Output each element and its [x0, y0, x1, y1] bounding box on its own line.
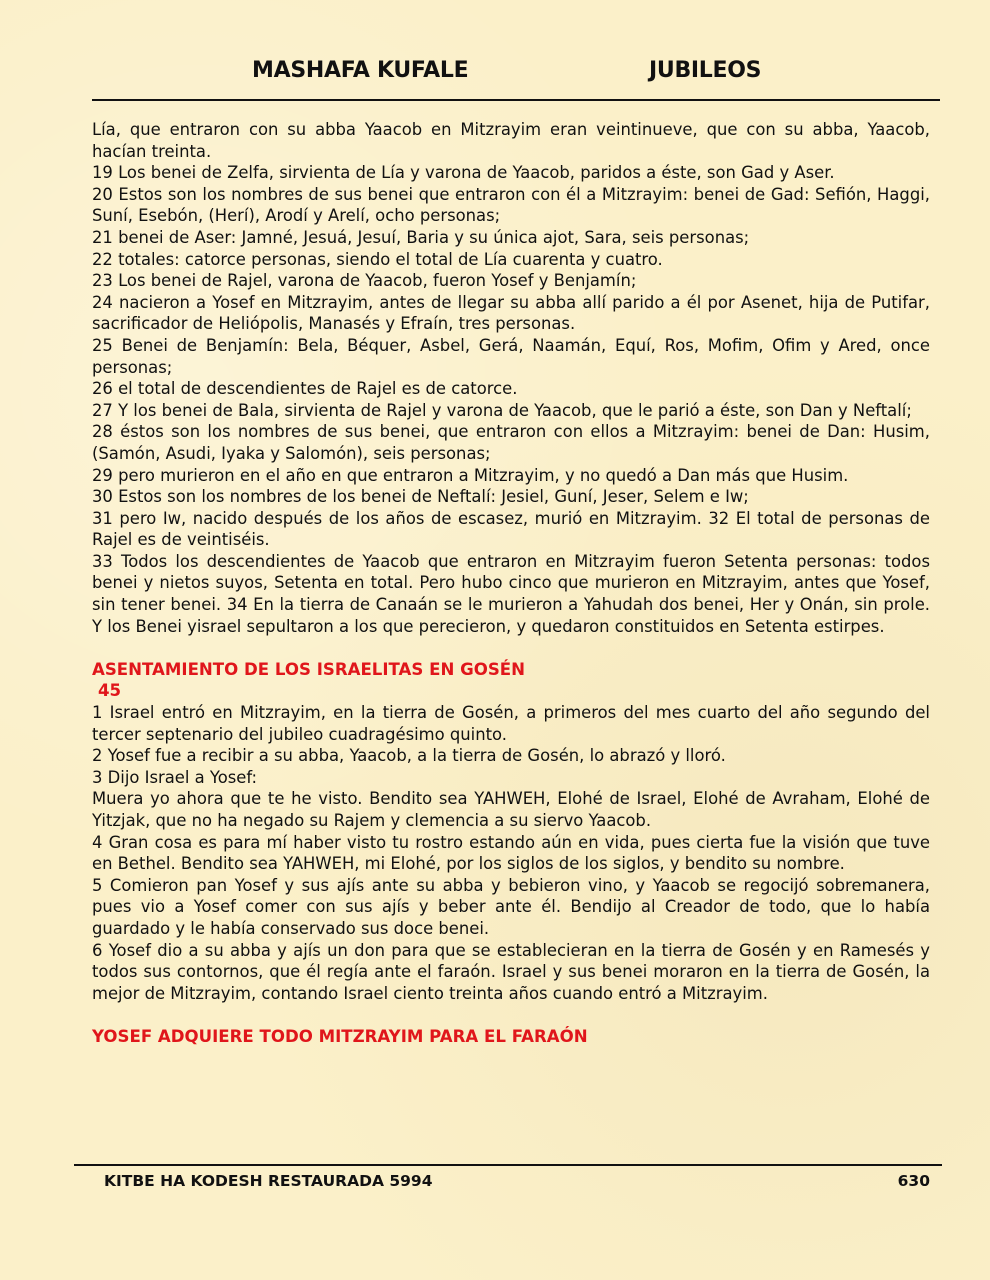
verse-paragraph: 24 nacieron a Yosef en Mitzrayim, antes de llegar su abba allí parido a él por Asenet, hija de Putifar, sacrificador de Heliópolis, Manasés y Efraín, tres personas. [92, 292, 930, 334]
verse-paragraph: 19 Los benei de Zelfa, sirvienta de Lía y varona de Yaacob, paridos a éste, son Gad y Aser. [92, 163, 835, 183]
verse-paragraph: 27 Y los benei de Bala, sirvienta de Rajel y varona de Yaacob, que le parió a éste, son Dan y Neftalí; [92, 400, 912, 420]
verse-paragraph: 20 Estos son los nombres de sus benei que entraron con él a Mitzrayim: benei de Gad: Sefión, Haggi, Suní, Esebón, (Herí), Arodí y Arelí, ocho personas; [92, 184, 930, 226]
verse-paragraph: 22 totales: catorce personas, siendo el total de Lía cuarenta y cuatro. [92, 249, 663, 269]
header-section-title: JUBILEOS [649, 58, 762, 83]
verse-paragraph: Lía, que entraron con su abba Yaacob en Mitzrayim eran veintinueve, que con su abba, Yaacob, hacían treinta. [92, 120, 930, 161]
verse-paragraph: 25 Benei de Benjamín: Bela, Béquer, Asbel, Gerá, Naamán, Equí, Ros, Mofim, Ofim y Ared, once personas; [92, 335, 930, 377]
verse-paragraph: 33 Todos los descendientes de Yaacob que entraron en Mitzrayim fueron Setenta personas: todos benei y nietos suyos, Setenta en total. Pero hubo cinco que murieron en Mitzrayim, antes que Yosef, sin tener benei. 34 En la tierra de Canaán se le murieron a Yahudah dos benei, Her y Onán, sin prole. Y los Benei yisrael sepultaron a los que perecieron, y quedaron constituidos en Setenta estirpes. [92, 551, 930, 636]
verse-paragraph: 4 Gran cosa es para mí haber visto tu rostro estando aún en vida, pues cierta fue la visión que tuve en Bethel. Bendito sea YAHWEH, mi Elohé, por los siglos de los siglos, y bendito su nombre. [92, 832, 930, 874]
verse-paragraph: 1 Israel entró en Mitzrayim, en la tierra de Gosén, a primeros del mes cuarto del año segundo del tercer septenario del jubileo cuadragésimo quinto. [92, 703, 930, 744]
verse-paragraph: 21 benei de Aser: Jamné, Jesuá, Jesuí, Baria y su única ajot, Sara, seis personas; [92, 227, 750, 247]
section-heading: YOSEF ADQUIERE TODO MITZRAYIM PARA EL FARAÓN [92, 1026, 588, 1046]
header-book-title: MASHAFA KUFALE [252, 58, 469, 83]
verse-paragraph: 29 pero murieron en el año en que entraron a Mitzrayim, y no quedó a Dan más que Husim. [92, 465, 849, 485]
page-number: 630 [897, 1172, 930, 1190]
verse-paragraph: 5 Comieron pan Yosef y sus ajís ante su abba y bebieron vino, y Yaacob se regocijó sobremanera, pues vio a Yosef comer con sus ajís y beber ante él. Bendijo al Creador de todo, que lo había guardado y le había conservado sus doce benei. [92, 875, 930, 938]
page-body [92, 119, 930, 1048]
paragraph-spacer [92, 637, 930, 659]
page-header [92, 58, 940, 92]
verse-paragraph: 23 Los benei de Rajel, varona de Yaacob, fueron Yosef y Benjamín; [92, 271, 637, 291]
verse-paragraph: Muera yo ahora que te he visto. Bendito sea YAHWEH, Elohé de Israel, Elohé de Avraham, Elohé de Yitzjak, que no ha negado su Rajem y clemencia a su siervo Yaacob. [92, 789, 930, 830]
chapter-number: 45 [98, 681, 122, 701]
section-heading: ASENTAMIENTO DE LOS ISRAELITAS EN GOSÉN [92, 659, 526, 679]
paragraph-spacer [92, 1004, 930, 1026]
verse-paragraph: 31 pero Iw, nacido después de los años de escasez, murió en Mitzrayim. 32 El total de personas de Rajel es de veintiséis. [92, 508, 930, 550]
verse-paragraph: 30 Estos son los nombres de los benei de Neftalí: Jesiel, Guní, Jeser, Selem e Iw; [92, 487, 749, 507]
verse-paragraph: 26 el total de descendientes de Rajel es de catorce. [92, 379, 518, 399]
verse-paragraph: 2 Yosef fue a recibir a su abba, Yaacob, a la tierra de Gosén, lo abrazó y lloró. [92, 746, 726, 766]
verse-paragraph: 28 éstos son los nombres de sus benei, que entraron con ellos a Mitzrayim: benei de Dan: Husim, (Samón, Asudi, Iyaka y Salomón), seis personas; [92, 422, 930, 463]
header-divider [92, 99, 940, 101]
verse-paragraph: 6 Yosef dio a su abba y ajís un don para que se establecieran en la tierra de Gosén y en Ramesés y todos sus contornos, que él regía ante el faraón. Israel y sus benei moraron en la tierra de Gosén, la mejor de Mitzrayim, contando Israel ciento treinta años cuando entró a Mitzrayim. [92, 940, 930, 1003]
verse-paragraph: 3 Dijo Israel a Yosef: [92, 767, 258, 787]
footer-divider [74, 1164, 942, 1166]
footer-book-name: KITBE HA KODESH RESTAURADA 5994 [104, 1172, 433, 1190]
